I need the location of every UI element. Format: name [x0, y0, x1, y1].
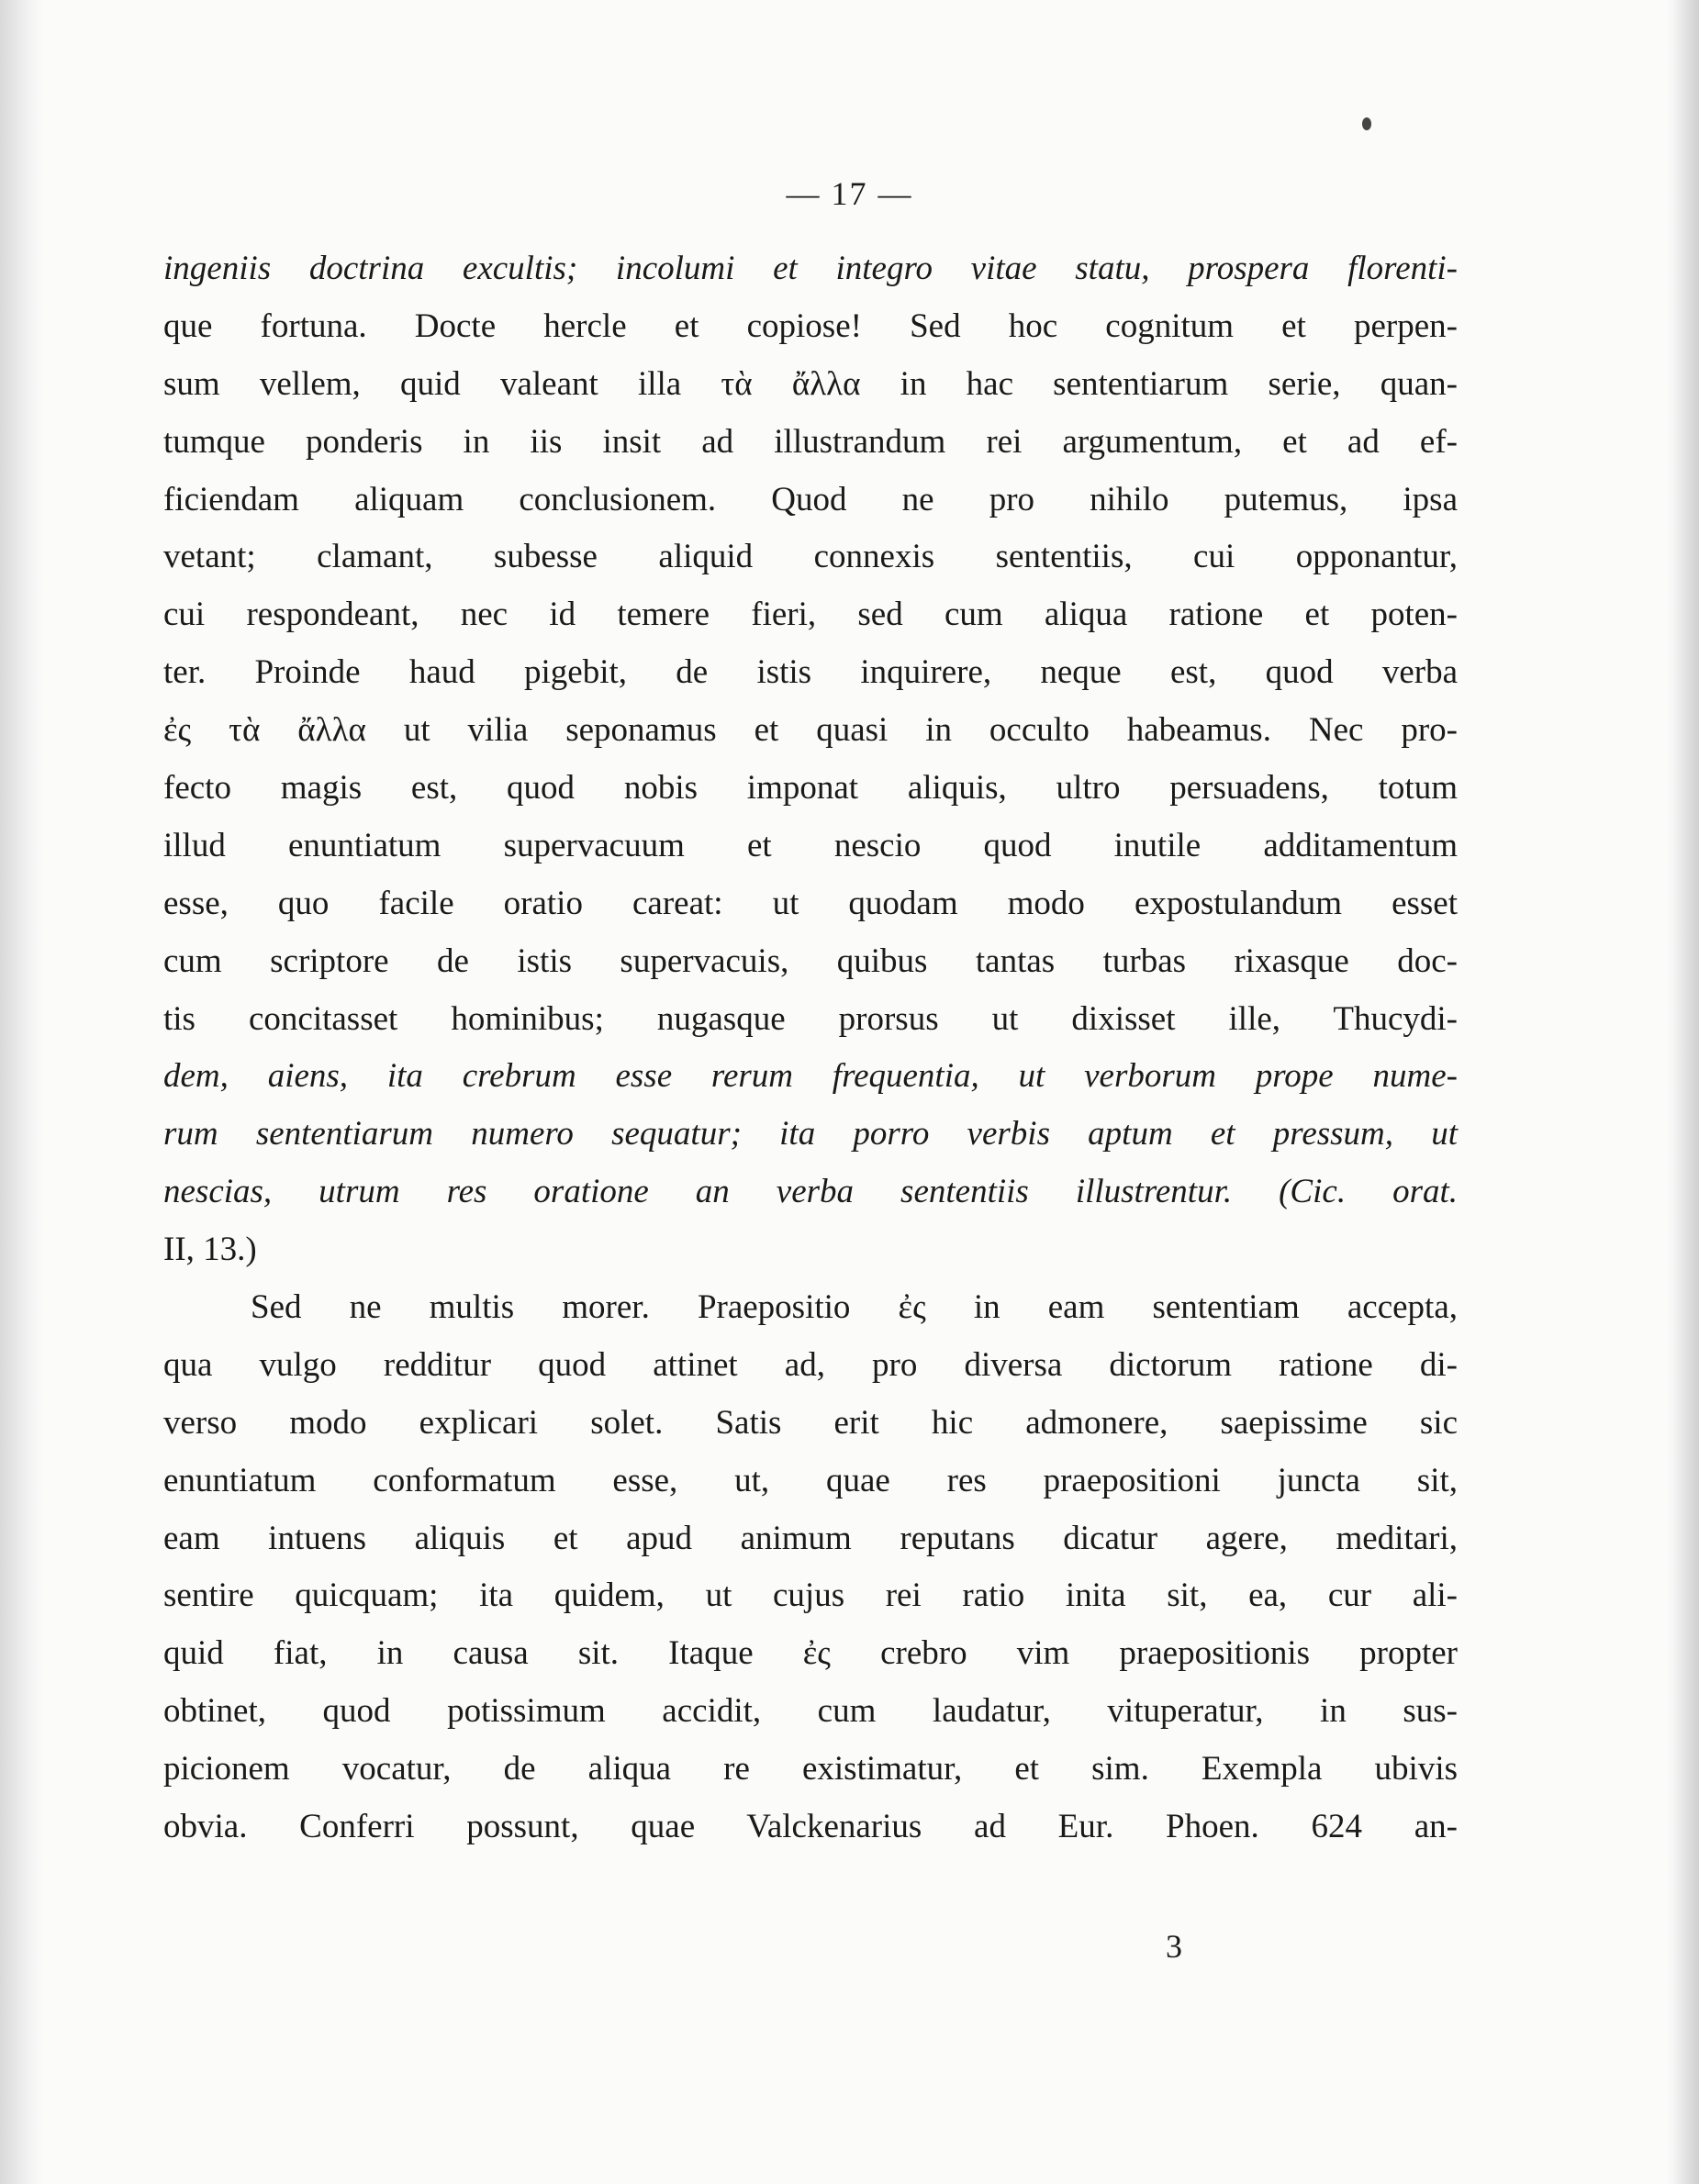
text-line: vetant; clamant, subesse aliquid connexis sententiis, cui opponantur, — [163, 538, 1458, 576]
text-line: fecto magis est, quod nobis imponat aliquis, ultro persuadens, totum — [163, 769, 1458, 808]
page-edge-shadow — [1666, 0, 1699, 2184]
text-line: dem, aiens, ita crebrum esse rerum frequentia, ut verborum prope nume- — [163, 1057, 1458, 1096]
text-line: cum scriptore de istis supervacuis, quibus tantas turbas rixasque doc- — [163, 942, 1458, 980]
text-line: ingeniis doctrina excultis; incolumi et integro vitae statu, prospera florenti- — [163, 250, 1458, 287]
body-text — [163, 240, 1458, 1856]
text-line: nescias, utrum res oratione an verba sententiis illustrentur. (Cic. orat. — [163, 1173, 1458, 1211]
text-line: qua vulgo redditur quod attinet ad, pro diversa dictorum ratione di- — [163, 1345, 1458, 1384]
text-line: esse, quo facile oratio careat: ut quodam modo expostulandum esset — [163, 884, 1458, 922]
text-line: obvia. Conferri possunt, quae Valckenarius ad Eur. Phoen. 624 an- — [163, 1808, 1458, 1846]
text-line: tumque ponderis in iis insit ad illustrandum rei argumentum, et ad ef- — [163, 422, 1458, 461]
text-line: ἐς τὰ ἄλλα ut vilia seponamus et quasi in occulto habeamus. Nec pro- — [163, 711, 1458, 750]
text-line: sum vellem, quid valeant illa τὰ ἄλλα in hac sententiarum serie, quan- — [163, 364, 1458, 403]
ink-speck — [1362, 117, 1371, 130]
text-line: II, 13.) — [163, 1231, 257, 1269]
page-number-header: — 17 — — [786, 175, 913, 212]
text-line: picionem vocatur, de aliqua re existimatur, et sim. Exempla ubivis — [163, 1750, 1458, 1788]
text-line: tis concitasset hominibus; nugasque prorsus ut dixisset ille, Thucydi- — [163, 999, 1458, 1038]
text-line: rum sententiarum numero sequatur; ita porro verbis aptum et pressum, ut — [163, 1115, 1458, 1153]
text-line: verso modo explicari solet. Satis erit hic admonere, saepissime sic — [163, 1403, 1458, 1442]
text-line: Sed ne multis morer. Praepositio ἐς in eam sententiam accepta, — [251, 1288, 1458, 1327]
text-line: enuntiatum conformatum esse, ut, quae res praepositioni juncta sit, — [163, 1461, 1458, 1499]
text-line: sentire quicquam; ita quidem, ut cujus rei ratio inita sit, ea, cur ali- — [163, 1577, 1458, 1615]
signature-mark: 3 — [1166, 1928, 1182, 1965]
text-line: ficiendam aliquam conclusionem. Quod ne pro nihilo putemus, ipsa — [163, 480, 1458, 518]
text-line: cui respondeant, nec id temere fieri, sed cum aliqua ratione et poten- — [163, 596, 1458, 634]
text-line: ter. Proinde haud pigebit, de istis inquirere, neque est, quod verba — [163, 653, 1458, 692]
text-line: obtinet, quod potissimum accidit, cum laudatur, vituperatur, in sus- — [163, 1692, 1458, 1731]
binding-shadow — [0, 0, 44, 2184]
text-line: illud enuntiatum supervacuum et nescio quod inutile additamentum — [163, 826, 1458, 864]
text-line: que fortuna. Docte hercle et copiose! Sed hoc cognitum et perpen- — [163, 306, 1458, 345]
text-line: eam intuens aliquis et apud animum reputans dicatur agere, meditari, — [163, 1519, 1458, 1557]
text-line: quid fiat, in causa sit. Itaque ἐς crebro vim praepositionis propter — [163, 1634, 1458, 1673]
